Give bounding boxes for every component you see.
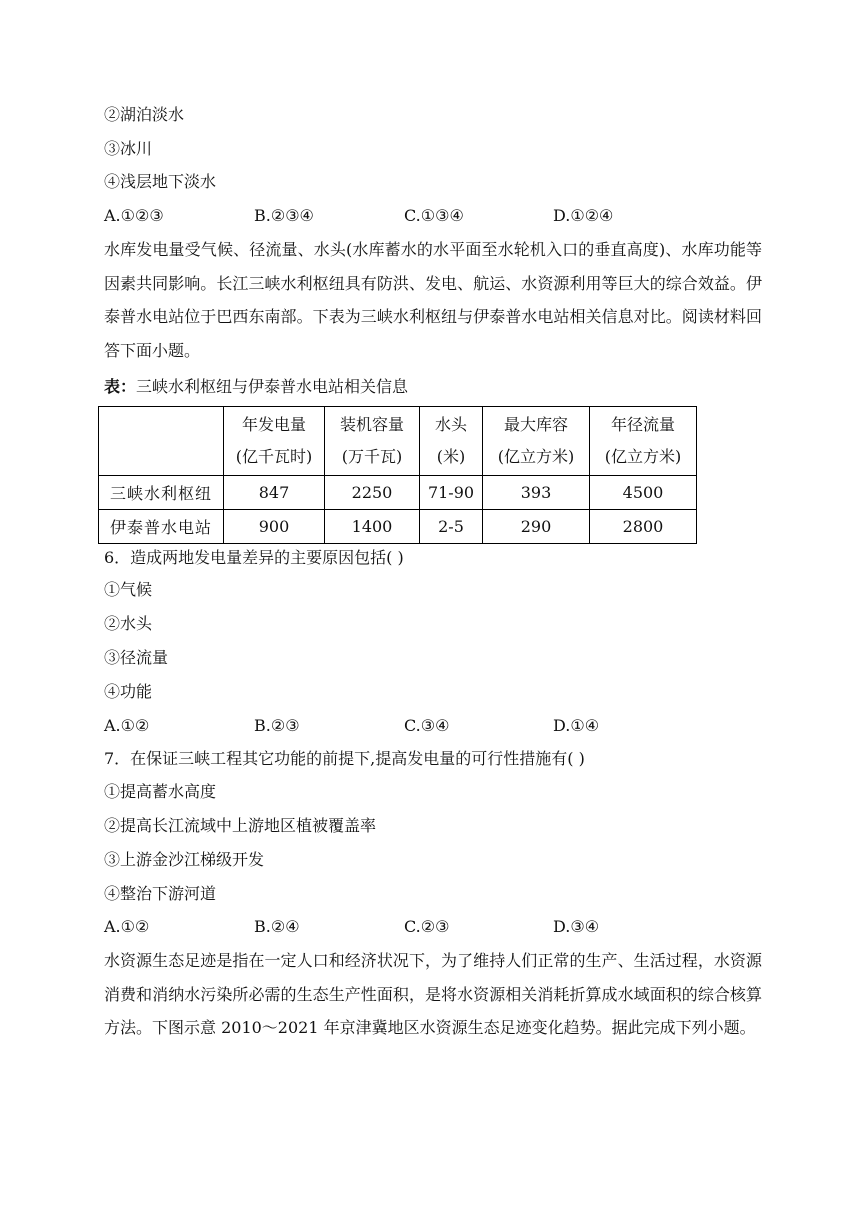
table-header-cell bbox=[224, 407, 325, 476]
q7-choice-d[interactable]: D.③④ bbox=[553, 917, 600, 936]
q7-stem: 7．在保证三峡工程其它功能的前提下,提高发电量的可行性措施有( ) bbox=[104, 749, 585, 768]
table-cell: 290 bbox=[483, 510, 590, 544]
table-header-row bbox=[99, 407, 697, 476]
header-name: 最大库容 bbox=[503, 415, 568, 434]
q7-item-2: ②提高长江流域中上游地区植被覆盖率 bbox=[104, 816, 377, 835]
table-header-empty bbox=[99, 407, 224, 476]
table-cell: 900 bbox=[224, 510, 325, 544]
table-cell: 1400 bbox=[325, 510, 420, 544]
q7-item-4: ④整治下游河道 bbox=[104, 884, 217, 903]
table-cell: 2250 bbox=[325, 476, 420, 510]
q6-item-3: ③径流量 bbox=[104, 648, 169, 667]
header-name: 装机容量 bbox=[339, 415, 404, 434]
table-caption bbox=[104, 377, 408, 397]
table-cell: 2800 bbox=[590, 510, 697, 544]
table-row bbox=[99, 476, 697, 510]
q5-item-3: ③冰川 bbox=[104, 139, 153, 158]
table-row bbox=[99, 510, 697, 544]
q5-item-4: ④浅层地下淡水 bbox=[104, 172, 217, 191]
table-caption-label: 表： bbox=[104, 377, 137, 396]
comparison-table bbox=[98, 406, 697, 544]
passage-water-footprint: 水资源生态足迹是指在一定人口和经济状况下，为了维持人们正常的生产、生活过程，水资源消费和消纳水污染所必需的生态生产性面积，是将水资源相关消耗折算成水域面积的综合核算方法。下图示意 2010～2021 年京津冀地区水资源生态足迹变化趋势。据此完成下列小题。 bbox=[104, 951, 762, 1037]
header-name: 年发电量 bbox=[241, 415, 306, 434]
table-cell: 2-5 bbox=[420, 510, 483, 544]
q6-stem: 6．造成两地发电量差异的主要原因包括( ) bbox=[104, 548, 404, 567]
q6-choice-b[interactable]: B.②③ bbox=[254, 716, 300, 735]
q5-choice-b[interactable]: B.②③④ bbox=[254, 206, 314, 225]
header-unit: (亿千瓦时) bbox=[235, 447, 313, 466]
q5-choice-c[interactable]: C.①③④ bbox=[404, 206, 464, 225]
q7-choice-a[interactable]: A.①② bbox=[104, 917, 150, 936]
table-cell: 847 bbox=[224, 476, 325, 510]
q6-choice-c[interactable]: C.③④ bbox=[404, 716, 450, 735]
q7-choice-c[interactable]: C.②③ bbox=[404, 917, 450, 936]
q6-item-4: ④功能 bbox=[104, 682, 153, 701]
passage-reservoir: 水库发电量受气候、径流量、水头(水库蓄水的水平面至水轮机入口的垂直高度)、水库功能等因素共同影响。长江三峡水利枢纽具有防洪、发电、航运、水资源利用等巨大的综合效益。伊泰普水电站位于巴西东南部。下表为三峡水利枢纽与伊泰普水电站相关信息对比。阅读材料回答下面小题。 bbox=[104, 240, 762, 360]
q6-item-2: ②水头 bbox=[104, 614, 153, 633]
table-header-cell bbox=[325, 407, 420, 476]
header-name: 水头 bbox=[434, 415, 467, 434]
q5-choice-a[interactable]: A.①②③ bbox=[104, 206, 164, 225]
table-header-cell bbox=[483, 407, 590, 476]
row-label: 伊泰普水电站 bbox=[99, 510, 224, 544]
q7-choice-b[interactable]: B.②④ bbox=[254, 917, 300, 936]
table-cell: 4500 bbox=[590, 476, 697, 510]
q5-item-2: ②湖泊淡水 bbox=[104, 105, 185, 124]
header-name: 年径流量 bbox=[610, 415, 675, 434]
table-cell: 71-90 bbox=[420, 476, 483, 510]
q5-choices bbox=[104, 206, 744, 226]
q6-choice-a[interactable]: A.①② bbox=[104, 716, 150, 735]
q7-choices bbox=[104, 917, 744, 937]
table-header-cell bbox=[420, 407, 483, 476]
header-unit: (亿立方米) bbox=[604, 447, 682, 466]
q6-choices bbox=[104, 716, 744, 736]
q7-item-3: ③上游金沙江梯级开发 bbox=[104, 850, 265, 869]
header-unit: (亿立方米) bbox=[497, 447, 575, 466]
row-label: 三峡水利枢纽 bbox=[99, 476, 224, 510]
table-caption-text: 三峡水利枢纽与伊泰普水电站相关信息 bbox=[136, 377, 409, 396]
q6-item-1: ①气候 bbox=[104, 580, 153, 599]
table-cell: 393 bbox=[483, 476, 590, 510]
q7-item-1: ①提高蓄水高度 bbox=[104, 782, 217, 801]
header-unit: (万千瓦) bbox=[341, 447, 403, 466]
q6-choice-d[interactable]: D.①④ bbox=[553, 716, 600, 735]
q5-choice-d[interactable]: D.①②④ bbox=[553, 206, 614, 225]
header-unit: (米) bbox=[436, 447, 466, 466]
table-header-cell bbox=[590, 407, 697, 476]
